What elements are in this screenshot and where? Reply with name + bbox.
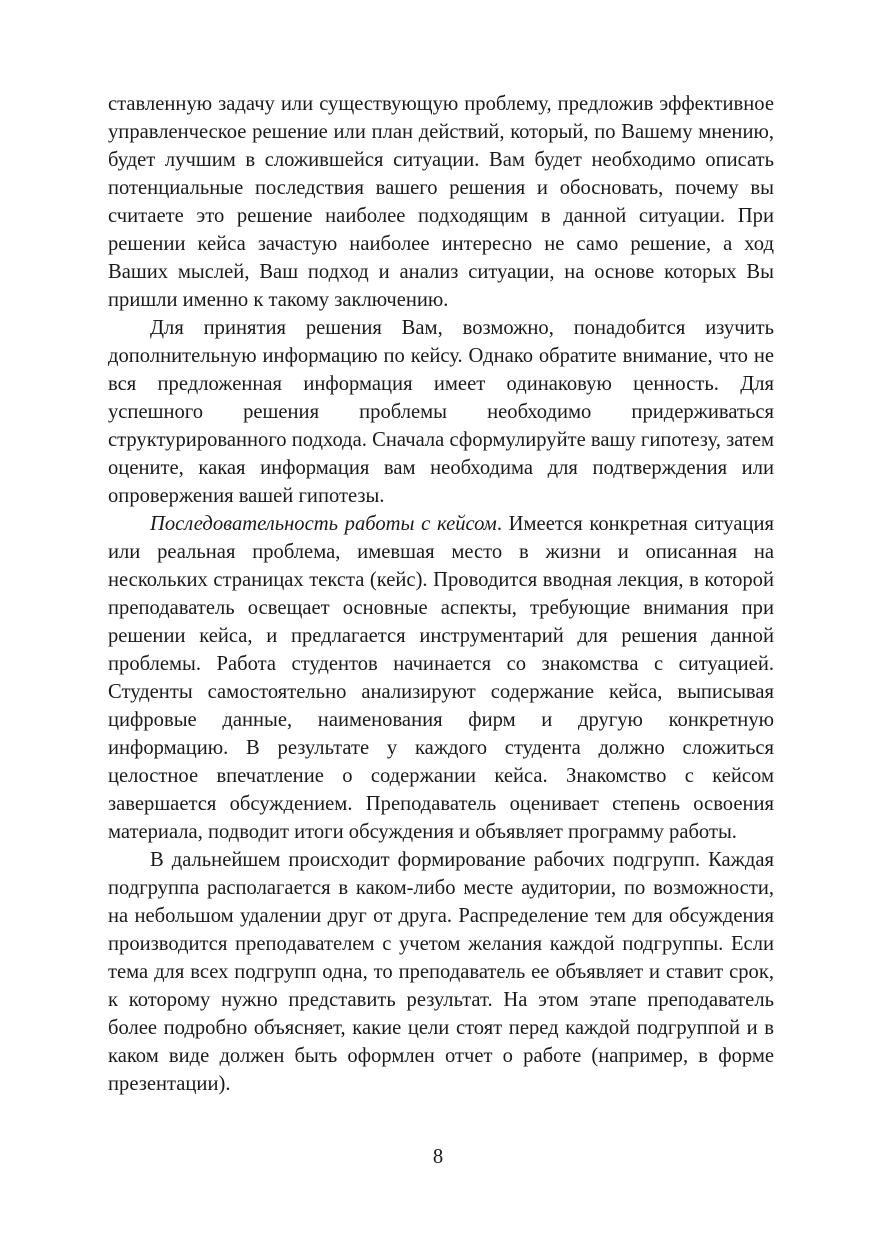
paragraph-4: В дальнейшем происходит формирование рабочих подгрупп. Каждая подгруппа располагается в каком-либо месте аудитории, по возможности, на небольшом удалении друг от друга. Распределение тем для обсуждения производится преподавателем с учетом желания каждой подгруппы. Если тема для всех подгрупп одна, то преподаватель ее объявляет и ставит срок, к которому нужно представить результат. На этом этапе преподаватель более подробно объясняет, какие цели стоят перед каждой подгруппой и в каком виде должен быть оформлен отчет о работе (например, в форме презентации). [108,849,774,1095]
paragraph-3-text: . Имеется конкретная ситуация или реальная проблема, имевшая место в жизни и описанная на нескольких страницах текста (кейс). Проводится вводная лекция, в которой преподаватель освещает основные аспекты, требующие внимания при решении кейса, и предлагается инструментарий для решения данной проблемы. Работа студентов начинается со знакомства с ситуацией. Студенты самостоятельно анализируют содержание кейса, выписывая цифровые данные, наименования фирм и другую конкретную информацию. В результате у каждого студента должно сложиться целостное впечатление о содержании кейса. Знакомство с кейсом завершается обсуждением. Преподаватель оценивает степень освоения материала, подводит итоги обсуждения и объявляет программу работы. [108,513,774,843]
paragraph-3-lead: Последовательность работы с кейсом [150,513,497,535]
page-number: 8 [432,1146,444,1168]
paragraph-3 [108,510,774,846]
page-body [108,90,774,1098]
paragraph-2: Для принятия решения Вам, возможно, понадобится изучить дополнительную информацию по кейсу. Однако обратите внимание, что не вся предложенная информация имеет одинаковую ценность. Для успешного решения проблемы необходимо придерживаться структурированного подхода. Сначала сформулируйте вашу гипотезу, затем оцените, какая информация вам необходима для подтверждения или опровержения вашей гипотезы. [108,317,774,507]
paragraph-1: ставленную задачу или существующую проблему, предложив эффективное управленческое решение или план действий, который, по Вашему мнению, будет лучшим в сложившейся ситуации. Вам будет необходимо описать потенциальные последствия вашего решения и обосновать, почему вы считаете это решение наиболее подходящим в данной ситуации. При решении кейса зачастую наиболее интересно не само решение, а ход Ваших мыслей, Ваш подход и анализ ситуации, на основе которых Вы пришли именно к такому заключению. [108,93,774,311]
